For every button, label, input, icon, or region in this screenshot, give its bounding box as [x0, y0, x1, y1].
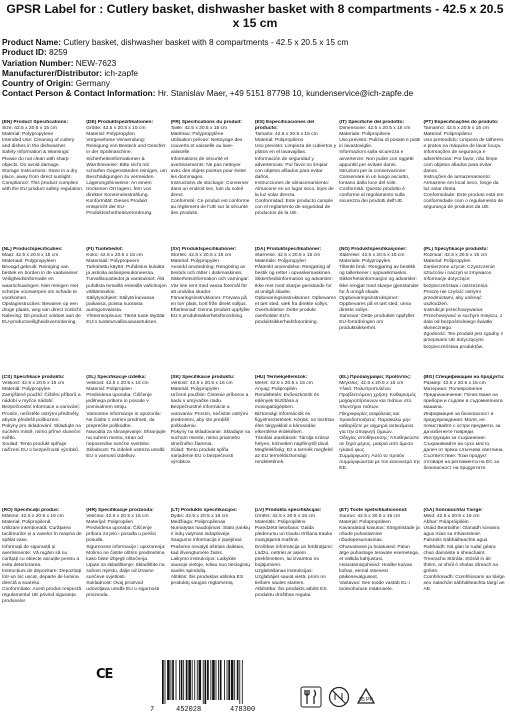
- spec-heading: (GA) Sonraíochtaí Táirge:: [423, 508, 483, 513]
- spec-cell: [423, 508, 507, 606]
- spec-body: Μέγεθος: 42.5 x 20.5 x 15 cm Υλικό: Πολυπροπυλένιο Προβλεπόμενη χρήση: Καθαρισμός μαχαιροπίρουνων και πιάτων στο πλυντήριο πιάτων. Πληροφορίες ασφάλειας και προειδοποιήσεις: Παρακαλώ μην καθαρίζετε με αιχμηρά αντικείμενα για την αποφυγή ζημιών. Οδηγίες αποθήκευσης: Αποθηκεύστε σε ξηρό μέρος, μακριά από άμεσο ηλιακό φως. Συμμόρφωση: Αυτό το προϊόν συμμορφώνεται με τον κανονισμό της ΕΕ.: [339, 381, 421, 472]
- info-value: ich-zapfe: [104, 67, 139, 78]
- spec-cell: [255, 508, 339, 606]
- spec-body: Dimensione: 42.5 x 20.5 x 15 cm Materiale: Polipropilene Uso previsto: Pulizia di posate e piatti in lavastoviglie. Informazioni sulla sicurezza e avvertenze: Non pulire con oggetti appuntiti per evitare danni. Istruzioni per la conservazione: Conservare in un luogo asciutto, lontano dalla luce del sole. Conformità: Questo prodotto è conforme al regolamento sulla sicurezza dei prodotti dell'UE.: [339, 126, 421, 205]
- spec-heading: (HR) Specifikacije proizvoda:: [86, 508, 154, 513]
- barcode-digit-lead: 7: [150, 706, 155, 714]
- barcode-bar: [218, 660, 219, 700]
- spec-heading: (LV) Produkta specifikācijas:: [254, 508, 322, 513]
- info-value: NEW-7623: [75, 57, 117, 68]
- spec-heading: (EN) Product Specifications:: [2, 120, 69, 125]
- recycle-pp-icon: [354, 686, 378, 710]
- barcode-bar: [231, 660, 234, 700]
- barcode-bar: [172, 660, 174, 700]
- info-product-id: [2, 47, 510, 57]
- spec-cell: [2, 247, 86, 351]
- barcode-bar: [199, 660, 202, 700]
- ce-mark: CE: [96, 667, 113, 682]
- spec-heading: (PT) Especificações do produto:: [423, 120, 499, 125]
- spec-heading: (BG) Спецификации на продукта:: [423, 375, 505, 380]
- barcode-bar: [224, 660, 225, 700]
- spec-heading: (PL) Specyfikacje produktu:: [423, 247, 489, 252]
- spec-body: Méret: 42.5 x 20.5 x 15 cm Anyag: Polipropilén Rendeltetés: Evőeszközök és edények tisztítása a mosogatógépben. Biztonsági információk és figyelmeztetések: Kérjük, ne tisztítsa éles tárgyakkal a károsodás elkerülése érdekében. Tárolási utasítások: Tárolja száraz helyen, közvetlen napfénytől távol. Megfelelőség: Ez a termék megfelel az EU termékbiztonsági rendeletének.: [254, 381, 334, 466]
- spec-cell: [339, 120, 423, 218]
- barcode-bar: [237, 660, 239, 700]
- spec-heading: (FI) Tuotetiedot:: [86, 247, 124, 252]
- barcode-bar: [179, 660, 180, 700]
- info-variation-number: [2, 58, 510, 68]
- food-safe-icon: [300, 686, 322, 708]
- info-value: Germany: [75, 78, 110, 89]
- spec-cell: [423, 247, 507, 351]
- spec-cell: [339, 375, 423, 473]
- barcode-bar: [192, 660, 193, 700]
- spec-cell: [171, 247, 255, 351]
- spec-row: [2, 508, 508, 606]
- spec-heading: (IT) Specifiche del prodotto:: [339, 120, 405, 125]
- barcode-bar: [234, 660, 235, 700]
- spec-cell: [2, 375, 86, 473]
- barcode-bar: [207, 660, 209, 700]
- spec-heading: (SL) Specifikacije izdelka:: [86, 375, 147, 380]
- spec-heading: (SV) Produktspecifikationer:: [170, 247, 237, 252]
- spec-body: Tamaño: 42.5 x 20.5 x 15 cm Material: Polipropileno Uso previsto: Limpieza de cubiertos y platos en el lavavajillas. Información de seguridad y advertencias: Por favor no limpiar con objetos afilados para evitar daños. Instrucciones de almacenamiento: Almacene en un lugar seco, lejos de la luz solar directa. Conformidad: Este producto cumple con el reglamento de seguridad de productos de la UE.: [254, 132, 337, 217]
- info-manufacturer: [2, 68, 510, 78]
- spec-cell: [86, 247, 170, 351]
- spec-body: Storlek: 42.5 x 20.5 x 15 cm Material: Polypropylen Avsedd användning: Rengöring av bestick och rätter i diskmaskinen. Säkerhetsinformation och varningar: Vär inte rent med vassa föremål för att undvika skador. Förvaringsinstruktioner: Förvara på en torr plats, bort från direkt solljus. Efterlevnad: Denna produkt uppfyller EU:s produktsäkerhetsförordning.: [170, 253, 250, 320]
- spec-cell: [171, 508, 255, 606]
- spec-heading: (DA) Produktspecifikationer:: [254, 247, 322, 252]
- spec-heading: (FR) Spécifications du produit:: [170, 120, 243, 125]
- spec-body: Størrelse: 42.5 x 20.5 x 15 cm Materiale: Polypropylen Tiltenkt bruk: Rengjøring av bestikk og tallerkener i oppvaskmaskin. Sikkerhetsinformasjon og advarsler: Ikke rengjør med skarpe gjenstander for å unngå skade. Oppbevaringsinstruksjoner: Oppbevares på et tørt sted, unna direkte sollys. Samsvar: Dette produktet oppfyller EU-forordningen om produktsikkerhet.: [339, 253, 419, 332]
- spec-cell: [255, 120, 339, 218]
- barcode: [160, 660, 280, 704]
- spec-heading: (SK) Špecifikácie produktu:: [170, 375, 235, 380]
- spec-cell: [255, 247, 339, 351]
- barcode-bar: [203, 660, 204, 704]
- spec-cell: [171, 120, 255, 218]
- spec-heading: (RO) Specificații produs:: [2, 508, 60, 513]
- spec-cell: [423, 120, 507, 218]
- barcode-bar: [242, 660, 243, 704]
- barcode-bar: [212, 660, 215, 700]
- info-label: Contact Person & Contact Information:: [2, 88, 156, 99]
- barcode-bar: [205, 660, 207, 704]
- spec-cell: [171, 375, 255, 473]
- spec-cell: [86, 508, 170, 606]
- info-label: Variation Number:: [2, 57, 74, 68]
- spec-heading: (ES) Especificaciones del producto:: [254, 120, 315, 132]
- barcode-bar: [220, 660, 222, 700]
- spec-row: [2, 247, 508, 351]
- spec-heading: (NL) Productspecificaties:: [2, 247, 63, 252]
- barcode-bar: [216, 660, 217, 700]
- spec-heading: (NO) Produktspesifikasjoner:: [339, 247, 407, 252]
- info-label: Product ID:: [2, 47, 47, 58]
- spec-body: Размер: 42.5 x 20.5 x 15 cm Материал: Полипропилен Предназначение: Почистване на прибори и съдове в съдомиялната машина. Информация за безопасност и предупреждения: Моля, не почиствайте с остри предмети, за да избегнете повреди. Инструкции за съхранение: Съхранявайте на сухо място, далеч от пряка слънчева светлина. Съответствие: Този продукт отговаря на регламента на ЕС за безопасност на продуктите.: [423, 381, 504, 472]
- barcode-bar: [181, 660, 183, 700]
- spec-body: Koko: 42.5 x 20.5 x 15 cm Materiaali: Polypropeeni Tarkoitettu käyttö: Puhdistus kulaitta ja astioita astianpesukoneessa. Turvallisuustiedot ja varoitukset: Älä puhdista terävillä esineillä vahinkojen välttämiseksi. Säilytysohjeet: Säilytä kuivassa paikassa, poissa suorasta auringonvalosta. Yhteensopivuus: Tämä tuote täyttää EU:n tuoteturvallisuusasetuksen.: [86, 253, 167, 326]
- info-value: Cutlery basket, dishwasher basket with 8 compartments - 42.5 x 20.5 x 15 cm: [63, 37, 349, 47]
- info-value: 8259: [49, 47, 68, 58]
- spec-cell: [339, 508, 423, 606]
- barcode-bar: [186, 660, 188, 700]
- page-title: GPSR Label for : Cutlery basket, dishwasher basket with 8 compartments - 42.5 x 20.5 x 15 cm: [6, 2, 504, 30]
- spec-body: Størrelse: 42.5 x 20.5 x 15 cm Materiale: Polypropylen Påtænkt anvendelse: Rengøring af bestik og retter i opvaskemaskinen. Sikkerhedsinformation og advarsler: Ikke rent med skarpe genstande for at undgå skader. Opbevaringsinstruktioner: Opbevares et tørt sted, væk fra direkte sollys. Overholdelse: Dette produkt overholder EU's produktsikkerhedsforordning.: [254, 253, 336, 326]
- spec-cell: [255, 375, 339, 473]
- spec-body: Veľkosť: 42.5 x 20.5 x 15 cm Materiál: Polypropylén Určené použitie: Čistenie príborov a riadu v umývačke riadu. Bezpečnostné informácie a varovania: Prosím, nečistite ostrými predmetmi, aby ste predišli poškodeniu. Pokyny na skladovanie: Skladujte na suchom mieste, mimo priameho slnečného žiarenia. Súlad: Tento produkt spĺňa nariadenie EÚ o bezpečnosti výrobkov.: [170, 381, 251, 466]
- spec-body: Tamanho: 42.5 x 20.5 x 15 cm Material: Polipropileno Uso pretendido: Limpeza de talheres e pratos na máquina de lavar louça. Informações de segurança e advertências: Por favor, não limpe com objetos afiados para evitar danos. Instruções de armazenamento: Armazene em local seco, longe da luz solar direta. Conformidade: Este produto está em conformidade com o regulamento de segurança de produtos da UE.: [423, 126, 504, 211]
- barcode-bar: [227, 660, 228, 700]
- spec-body: Größe: 42.5 x 20.5 x 15 cm Material: Polypropylen Vorgesehene Verwendung: Reinigung von Besteck und Geschirr in der Spülmaschine. Sicherheitsinformationen & Warnhinweise: Bitte nicht mit scharfen Gegenständen reinigen, um Beschädigungen zu vermeiden. Lagerungshinweise: An einem trockenen Ort lagern, fern von direkter Sonneneinstrahlung. Konformität: Dieses Produkt entspricht der EU-Produktsicherheitsverordnung.: [86, 126, 167, 217]
- barcode-bar: [176, 660, 177, 700]
- info-label: Manufacturer/Distributor:: [2, 67, 103, 78]
- barcode-bar: [162, 660, 164, 704]
- barcode-bar: [194, 660, 195, 700]
- spec-body: Rozmiar: 42.5 x 20.5 x 15 cm Materiał: Polipropylen Zamierzone użycie: Czyszczenie sztućców i naczyń w zmywarce. Informacje dotyczące bezpieczeństwa i ostrzeżenia: Proszę nie czyścić ostrymi przedmiotami, aby uniknąć uszkodzeń. Instrukcje przechowywania: Przechowywać w suchym miejscu, z dala od bezpośredniego światła słonecznego. Zgodność: Ten produkt jest zgodny z przepisami UE dotyczącymi bezpieczeństwa produktów.: [423, 253, 504, 350]
- spec-cell: [423, 375, 507, 473]
- spec-row: [2, 375, 508, 473]
- spec-heading: (ET) Toote spetsifikatsioonid:: [339, 508, 408, 513]
- info-value: Hr. Stanislav Maer, +49 5151 87798 10, kundenservice@ich-zapfe.de: [157, 88, 414, 99]
- spec-body: Dydis: 42.5 x 20.5 x 15 cm Medžiaga: Polipropilenas Numatytas naudojimas: Stalo įrankių ir indų valymas indaplovėje. Saugumo informacija ir įspėjimai: Prašome nevalyti aštriais daiktais, kad išvengtumėte žalos. Laikymo instrukcijos: Laikykite sausoje vietoje, toliau nuo tiesioginių saulės spindulių. Atitiktis: Šis produktas atitinka ES produktų saugos reglamentą.: [170, 514, 250, 587]
- spec-row: [2, 120, 508, 218]
- spec-body: Taille: 42.5 x 20.5 x 15 cm Matériau: Polypropylène Utilisation prévue: Nettoyage des couverts et vaisselle au lave-vaisselle. Informations de sécurité et avertissements: Ne pas nettoyer avec des objets pointus pour éviter les dommages. Instructions de stockage: Conserver dans un endroit sec, loin du soleil direct. Conformité: Ce produit est conforme au règlement de l'UE sur la sécurité des produits.: [170, 126, 250, 217]
- spec-body: Velikost: 42.5 x 20.5 x 15 cm Material: Polipropilen Predvidena uporaba: Čiščenje jedilnega pribora in posode v pomivalnem stroju. Varnostne informacije in opozorila: Ne čistite z ostrimi predmeti, da preprečite poškodbe. Navodila za shranjevanje: Shranjujte na suhem mestu, stran od neposredne sončne svetlobe. Skladnost: Ta izdelek ustreza uredbi EU o varnosti izdelkov.: [86, 381, 166, 460]
- spec-heading: (DE) Produktspezifikationen:: [86, 120, 154, 125]
- info-label: Country of Origin:: [2, 78, 74, 89]
- recycle-code-text: 05 PP: [359, 697, 373, 703]
- spec-heading: (HU) Termékjellemzők:: [254, 375, 308, 380]
- spec-cell: [339, 247, 423, 351]
- product-info: [0, 37, 510, 99]
- info-country: [2, 78, 510, 88]
- barcode-bar: [165, 660, 166, 704]
- barcode-bar: [210, 660, 211, 700]
- spec-body: Size: 42.5 x 20.5 x 15 cm Material: Polypropylene Intended Use: Cleaning of cutlery and dishes in the dishwasher. Safety Information & Warnings: Please do not clean with sharp objects. Do avoid damage. Storage Instructions: Store in a dry place, away from direct sunlight. Compliance: This product complies with the EU product safety regulation.: [2, 126, 84, 193]
- info-product-name: [2, 37, 510, 47]
- spec-cell: [86, 375, 170, 473]
- dishwasher-safe-icon: [328, 686, 350, 708]
- barcode-bar: [183, 660, 184, 700]
- barcode-bar: [188, 660, 191, 700]
- barcode-bar: [171, 660, 172, 700]
- spec-heading: (LT) Produkto specifikacijos:: [170, 508, 238, 513]
- spec-body: Mărime: 42.5 x 20.5 x 15 cm Material: Polipropilenă Utilizare intenționată: Curățarea tacâmurilor și a vaselor în mașina de spălat vase. Informații de siguranță și avertismente: Vă rugăm să nu curățați cu obiecte ascuțite pentru a evita deteriorarea. Instrucțiuni de depozitare: Depozitați într-un loc uscat, departe de lumina directă a soarelui. Conformitate: Acest produs respectă regulamentul UE privind siguranța produselor.: [2, 514, 82, 605]
- barcode-bar: [228, 660, 230, 700]
- spec-body: Suurus: 42.5 x 20.5 x 15 cm Materjal: Polüpropüleen Kavandatud kasutus: Söögiriistade ja nõude puhastamine nõudepesumasinas. Ohutusteave ja hoiatused: Palun ärge puhastage teravate esemetega, et vältida kahjustusi. Hoiustamisjuhised: Hoidke kuivas kohas, eemal otsesest päikesevalgusest. Vastavus: See toode vastab EL-i tooteohutuse määrusele.: [339, 514, 420, 593]
- barcode-bar: [167, 660, 170, 700]
- info-contact: [2, 88, 510, 98]
- barcode-bar: [239, 660, 240, 704]
- barcode-digits-right: 478300: [230, 706, 256, 714]
- spec-body: Izmērs: 42.5 x 20.5 x 15 cm Materiāls: Polipropilēns Paredzētā lietošana: Galda piederumu un trauku tīrīšana trauku mazgājamā mašīnā. Drošības informācija un brīdinājumi: Lūdzu, netīriet ar asiem priekšmetiem, lai izvairītos no bojājumiem. Uzglabāšanas instrukcijas: Uzglabājiet sausā vietā, prom no tiešiem saules stariem. Atbilstība: Šis produkts atbilst ES produktu drošības regulai.: [254, 514, 333, 599]
- spec-cell: [2, 120, 86, 218]
- spec-body: Veličina: 42.5 x 20.5 x 15 cm Materijal: Polipropilen Predviđena uporaba: Čišćenje pribora za jelo i posuđa u perilici posuđa. Sigurnosne informacije i upozorenja: Molimo ne čistite oštrim predmetima kako biste izbjegli oštećenja. Upute za skladištenje: Skladištite na suhom mjestu, dalje od izravne sunčeve svjetlosti. Sukladnost: Ovaj proizvod udovoljava uredbi EU o sigurnosti proizvoda.: [86, 514, 166, 599]
- spec-body: Maat: 42.5 x 20.5 x 15 cm Materiaal: Polypropyleen Beoogd gebruik: Reiniging van bestek en borden in de vaatwasser. Veiligheidsinformatie en waarschuwingen: Niet reinigen met scherpe voorwerpen om schade te voorkomen. Opslaginstructies: Bewaren op een droge plaats, weg van direct zonlicht. Naleving: Dit product voldoet aan de EU-productveiligheidsverordening.: [2, 253, 83, 326]
- barcode-bar: [197, 660, 198, 700]
- barcode-digits-left: 452028: [176, 706, 202, 714]
- spec-heading: (EL) Προδιαγραφές προϊόντος:: [339, 375, 412, 380]
- spec-cell: [2, 508, 86, 606]
- spec-body: Méid: 42.5 x 20.5 x 15 cm Ábhar: Polapróipiléin Úsáid Beartaithe: Glanadh sceanra agus mias sa mhiasniteoir. Faisnéis Sábháilteachta agus Rabhaidh: Ná glan le rudaí géara chun damáiste a sheachaint. Treoracha Stórála: Stóráil in áit thirim, ar shiúl ó sholas díreach na gréine. Comhlíonadh: Comhlíonann an táirge seo rialachán sábháilteachta táirgí an AE.: [423, 514, 505, 593]
- spec-body: Velikost: 42.5 x 20.5 x 15 cm Materiál: Polypropylen Zamýšlené použití: Čištění příborů a nádobí v myčce nádobí. Bezpečnostní informace a varování: Prosím, nečistěte ostrými předměty, abyste předešli poškození. Pokyny pro skladování: Skladujte na suchém místě, mimo přímé sluneční světlo. Soulad: Tento produkt splňuje nařízení EU o bezpečnosti výrobků.: [2, 381, 81, 454]
- spec-cell: [86, 120, 170, 218]
- info-label: Product Name:: [2, 37, 62, 47]
- spec-heading: (CS) Specifikace produktu:: [2, 375, 65, 380]
